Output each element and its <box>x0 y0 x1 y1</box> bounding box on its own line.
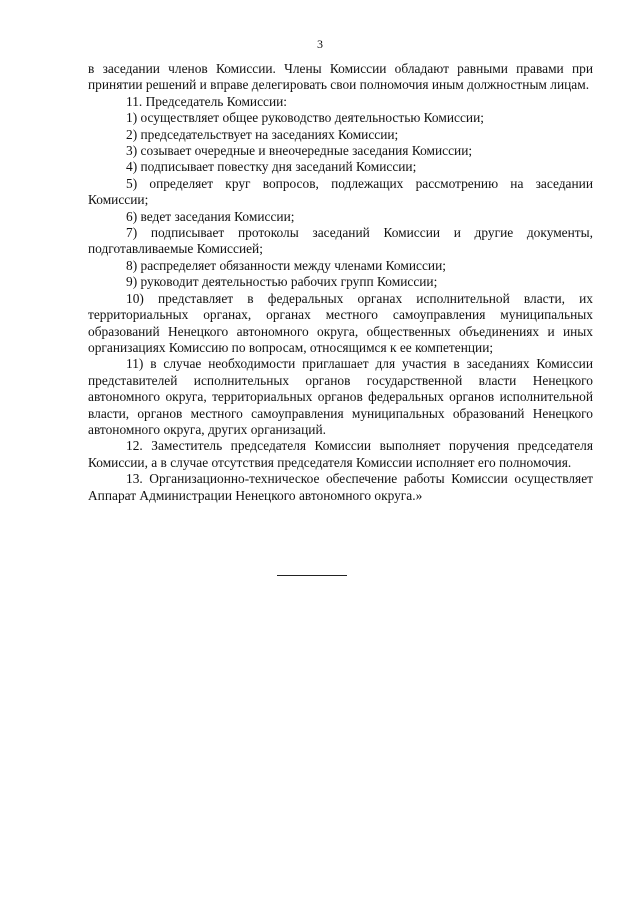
list-item-7: 7) подписывает протоколы заседаний Комиссии и другие документы, подготавливаемые Комиссией; <box>88 225 593 257</box>
paragraph-organizational-support: 13. Организационно-техническое обеспечение работы Комиссии осуществляет Аппарат Администрации Ненецкого автономного округа.» <box>88 471 593 503</box>
list-item-8: 8) распределяет обязанности между членами Комиссии; <box>126 257 446 273</box>
page-number: 3 <box>317 37 323 51</box>
list-item-3: 3) созывает очередные и внеочередные заседания Комиссии; <box>126 143 473 159</box>
list-item-4: 4) подписывает повестку дня заседаний Комиссии; <box>126 159 417 175</box>
paragraph-chairman-heading: 11. Председатель Комиссии: <box>126 93 288 109</box>
list-item-5: 5) определяет круг вопросов, подлежащих рассмотрению на заседании Комиссии; <box>88 175 593 208</box>
list-item-1: 1) осуществляет общее руководство деятельностью Комиссии; <box>126 110 484 126</box>
paragraph-continuation: в заседании членов Комиссии. Члены Комиссии обладают равными правами при принятии решений и вправе делегировать свои полномочия иным должностным лицам. <box>88 61 593 93</box>
list-item-2: 2) председательствует на заседаниях Комиссии; <box>126 126 399 142</box>
paragraph-deputy-chairman: 12. Заместитель председателя Комиссии выполняет поручения председателя Комиссии, а в случае отсутствия председателя Комиссии исполняет его полномочия. <box>88 438 593 470</box>
list-item-9: 9) руководит деятельностью рабочих групп Комиссии; <box>126 274 438 290</box>
document-body <box>88 61 593 504</box>
list-item-10: 10) представляет в федеральных органах исполнительной власти, их территориальных органах, органах местного самоуправления муниципальных образований Ненецкого автономного округа, общественных объединениях и иных организациях Комиссию по вопросам, относящимся к ее компетенции; <box>88 290 593 355</box>
list-item-6: 6) ведет заседания Комиссии; <box>126 208 295 224</box>
end-separator-line <box>277 575 347 576</box>
list-item-11: 11) в случае необходимости приглашает для участия в заседаниях Комиссии представителей исполнительных органов государственной власти Ненецкого автономного округа, территориальных органов федеральных органов исполнительной власти, органов местного самоуправления муниципальных образований Ненецкого автономного округа, других организаций. <box>88 356 593 437</box>
